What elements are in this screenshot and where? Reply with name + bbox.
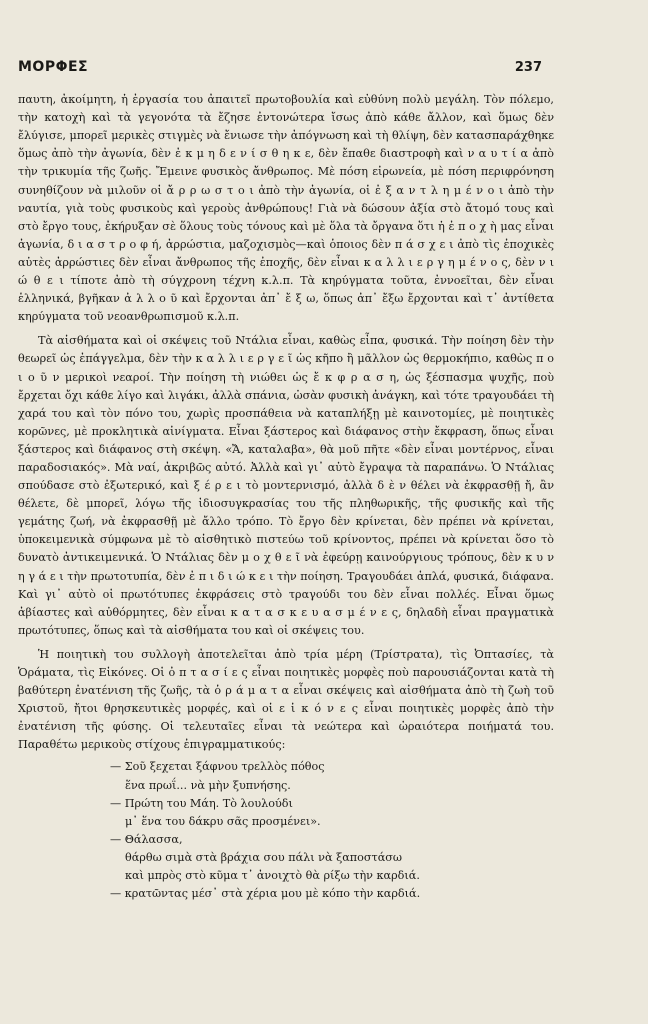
- verse-line: ἕνα πρωΐ... νὰ μὴν ξυπνήσης.: [125, 778, 291, 792]
- verse-line: καὶ μπρὸς στὸ κῦμα τ᾿ ἀνοιχτὸ θὰ ρίξω τὴν καρδιά.: [125, 869, 420, 883]
- verse-line: — Σοῦ ξεχεται ξάφνου τρελλὸς πόθος: [110, 760, 325, 774]
- page: [18, 58, 554, 903]
- paragraph-3: Ἡ ποιητικὴ του συλλογὴ ἀποτελεῖται ἀπὸ τρία μέρη (Τρίστρατα), τὶς Ὀπτασίες, τὰ Ὁράματα, τὶς Εἰκόνες. Οἱ ὀ π τ α σ ί ε ς εἶναι ποιητικὲς μορφὲς ποὺ παρουσιάζονται κατὰ τὴ βαθύτερη ἐνατένιση τῆς ζωῆς, τὰ ὁ ρ ά μ α τ α εἶναι σκέψεις καὶ αἰσθήματα ἀπὸ τὴ ζωὴ τοῦ Χριστοῦ, ἤτοι θρησκευτικὲς μορφές, καὶ οἱ ε ἰ κ ό ν ε ς εἶναι ποιητικὲς μορφὲς ἀπὸ τὴν ἐνατένιση τῆς φύσης. Οἱ τελευταῖες εἶναι τὰ νεώτερα καὶ ὡραιότερα ποιήματά του. Παραθέτω μερικοὺς στίχους ἐπιγραμματικούς:: [18, 647, 554, 752]
- verse-line: — Πρώτη του Μάη. Τὸ λουλούδι: [110, 796, 293, 810]
- paragraph-1: παυτη, ἀκοίμητη, ἡ ἐργασία του ἀπαιτεῖ πρωτοβουλία καὶ εὐθύνη πολὺ μεγάλη. Τὸν πόλεμο, τὴν κατοχὴ καὶ τὰ γεγονότα τὰ ἔζησε ἐντονώτερα ἴσως ἀπὸ κάθε ἄλλον, καὶ ὅμως δὲν ἔλύγισε, μπορεῖ μερικὲς στιγμὲς νὰ ἔνιωσε τὴν ἀπόγνωση καὶ τὴ θλίψη, δὲν κατασπαράχθηκε ὅμως ἀπὸ τὴν ἀγωνία, δὲν ἐ κ μ η δ ε ν ί σ θ η κ ε, δὲν ἔπαθε διαστροφὴ καὶ ν α υ τ ί α ἀπὸ τὴν τρικυμία τῆς ζωῆς. Ἔμεινε φυσικὸς ἄνθρωπος. Μὲ πόση εἰρωνεία, μὲ πόση περιφρόνηση συνηθίζουν νὰ μιλοῦν οἱ ἄ ρ ρ ω σ τ ο ι ἀπὸ τὴν ἀγωνία, οἱ ἐ ξ α ν τ λ η μ έ ν ο ι ἀπὸ τὴν ναυτία, γιὰ τοὺς φυσικοὺς καὶ γεροὺς ἀνθρώπους! Γιὰ νὰ δώσουν ἀξία στὸ ἄτομό τους καὶ στὸ ἔργο τους, ἐκήρυξαν σὲ ὅλους τοὺς τόνους καὶ μὲ ὅλα τὰ ὄργανα ὅτι ἡ ἐ π ο χ ὴ μας εἶναι ἀγωνία, δ ι α σ τ ρ ο φ ή, ἀρρώστια, μαζοχισμὸς—καὶ ὁποιος δὲν π ά σ χ ε ι ἀπὸ τὶς ἐποχικὲς αὐτὲς ἀρρώστιες δὲν εἶναι ἄνθρωπος τῆς ἐποχῆς, δὲν εἶναι κ α λ λ ι ε ρ γ η μ έ ν ο ς, δὲν ν ι ώ θ ε ι τίποτε ἀπὸ τὴ σύγχρονη τέχνη κ.λ.π. Τὰ κηρύγματα τοῦτα, ἐννοεῖται, δὲν εἶναι ἑλληνικά, βγῆκαν ἀ λ λ ο ῦ καὶ ἔρχονται ἀπ᾿ ἔ ξ ω, ὅπως ἀπ᾿ ἔξω ἔρχονται καὶ τ᾿ ἀντίθετα κηρύγματα τοῦ νεοανθρωπισμοῦ κ.λ.π.: [18, 93, 554, 324]
- page-header: [18, 58, 554, 77]
- verse-line: μ᾿ ἕνα του δάκρυ σᾶς προσμένει».: [125, 814, 321, 828]
- journal-title: ΜΟΡΦΕΣ: [18, 59, 89, 75]
- verse-line: θάρθω σιμὰ στὰ βράχια σου πάλι νὰ ξαποστάσω: [125, 850, 403, 864]
- verse-block: [18, 758, 554, 903]
- page-number: 237: [514, 60, 542, 75]
- verse-line: — κρατῶντας μέσ᾿ στὰ χέρια μου μὲ κόπο τὴν καρδιά.: [110, 887, 421, 901]
- verse-line: — Θάλασσα,: [110, 832, 183, 846]
- paragraph-2: Τὰ αἰσθήματα καὶ οἱ σκέψεις τοῦ Ντάλια εἶναι, καθὼς εἶπα, φυσικά. Τὴν ποίηση δὲν τὴν θεωρεῖ ὡς ἐπάγγελμα, δὲν τὴν κ α λ λ ι ε ρ γ ε ῖ ὡς κῆπο ἢ μᾶλλον ὡς θερμοκήπιο, καθὼς π ο ι ο ῦ ν μερικοὶ νεαροί. Τὴν ποίηση τὴ νιώθει ὡς ἔ κ φ ρ α σ η, ὡς ξέσπασμα ψυχῆς, ποὺ ἔρχεται ὄχι κάθε λίγο καὶ λιγάκι, ἀλλὰ σπάνια, ὡσὰν φυσικὴ ἀνάγκη, καὶ τότε τραγουδάει τὴ χαρά του καὶ τὸν πόνο του, χωρὶς προσπάθεια νὰ καταπλήξῃ μὲ καινοτομίες, μὲ ποιητικὲς κορῶνες, μὲ προκλητικὰ αἰνίγματα. Εἶναι ξάστερος καὶ διάφανος στὴν ἔκφραση, ὅπως εἶναι ξάστερος καὶ διάφανος στὴ σκέψη. «Ἄ, καταλαβα», θὰ μοῦ πῆτε «δὲν εἶναι μοντέρνος, εἶναι παραδοσιακός». Μὰ ναί, ἀκριβῶς αὐτό. Ἀλλὰ καὶ γι᾿ αὐτὸ ἔγραψα τὰ παραπάνω. Ὁ Ντάλιας σπούδασε στὸ ἐξωτερικό, καὶ ξ έ ρ ε ι τὸ μοντερνισμό, ἀλλὰ δ ὲ ν θέλει νὰ ἐκφρασθῇ ἤ, ἂν θέλετε, δὲ μπορεῖ, λόγω τῆς ἰδιοσυγκρασίας του τῆς πληθωρικῆς, τῆς φυσικῆς καὶ τῆς γεμάτης ζωή, νὰ ἐκφρασθῇ μὲ ἄλλο τρόπο. Τὸ ἔργο δὲν κρίνεται, δὲν πρέπει νὰ κρίνεται, ὑποκειμενικὰ σύμφωνα μὲ τὸ αἰσθητικὸ πιστεύω τοῦ κρίνοντος, πρέπει νὰ κρίνεται ὅσο τὸ δυνατὸ ἀντικειμενικά. Ὁ Ντάλιας δὲν μ ο χ θ ε ῖ νὰ ἐφεύρῃ καινούργιους τρόπους, δὲν κ υ ν η γ ά ε ι τὴν πρωτοτυπία, δὲν ἐ π ι δ ι ώ κ ε ι τὴν ποίηση. Τραγουδάει ἁπλά, φυσικά, διάφανα. Καὶ γι᾿ αὐτὸ οἱ πρωτότυπες ἐκφράσεις στὸ τραγούδι του δὲν εἶναι πολλές. Εἶναι ὅμως ἀβίαστες καὶ αὐθόρμητες, δὲν εἶναι κ α τ α σ κ ε υ α σ μ έ ν ε ς, δηλαδὴ εἶναι πραγματικὰ πρωτότυπες, ὅπως καὶ τὰ αἰσθήματα του καὶ οἱ σκέψεις του.: [18, 334, 554, 637]
